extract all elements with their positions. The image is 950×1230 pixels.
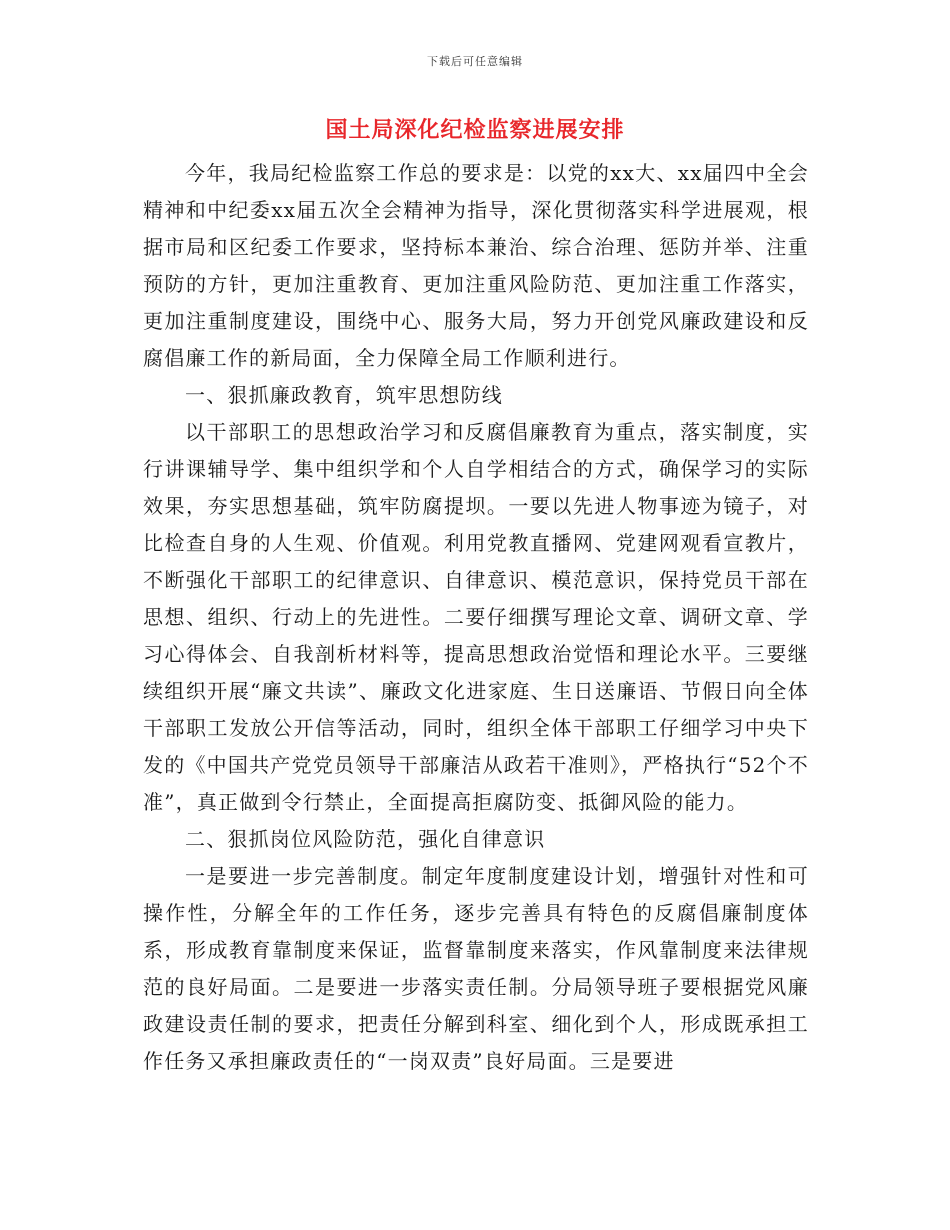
section-1-paragraph: 以干部职工的思想政治学习和反腐倡廉教育为重点，落实制度，实行讲课辅导学、集中组织学和个人自学相结合的方式，确保学习的实际效果，夯实思想基础，筑牢防腐提坝。一要以先进人物事迹为镜子，对比检查自身的人生观、价值观。利用党教直播网、党建网观看宣教片，不断强化干部职工的纪律意识、自律意识、模范意识，保持党员干部在思想、组织、行动上的先进性。二要仔细撰写理论文章、调研文章、学习心得体会、自我剖析材料等，提高思想政治觉悟和理论水平。三要继续组织开展“廉文共读”、廉政文化进家庭、生日送廉语、节假日向全体干部职工发放公开信等活动，同时，组织全体干部职工仔细学习中央下发的《中国共产党党员领导干部廉洁从政若干准则》，严格执行“52个不准”，真正做到令行禁止，全面提高拒腐防变、抵御风险的能力。 [143,420,809,814]
section-heading-1: 一、狠抓廉政教育，筑牢思想防线 [185,383,503,407]
section-heading-2: 二、狠抓岗位风险防范，强化自律意识 [185,827,546,851]
document-title: 国土局深化纪检监察进展安排 [325,117,625,143]
document-body [143,155,809,1080]
intro-paragraph: 今年，我局纪检监察工作总的要求是：以党的xx大、xx届四中全会精神和中纪委xx届五次全会精神为指导，深化贯彻落实科学进展观，根据市局和区纪委工作要求，坚持标本兼治、综合治理、惩防并举、注重预防的方针，更加注重教育、更加注重风险防范、更加注重工作落实，更加注重制度建设，围绕中心、服务大局，努力开创党风廉政建设和反腐倡廉工作的新局面，全力保障全局工作顺利进行。 [143,161,809,370]
header-note: 下载后可任意编辑 [427,55,523,68]
section-2-paragraph: 一是要进一步完善制度。制定年度制度建设计划，增强针对性和可操作性，分解全年的工作任务，逐步完善具有特色的反腐倡廉制度体系，形成教育靠制度来保证，监督靠制度来落实，作风靠制度来法律规范的良好局面。二是要进一步落实责任制。分局领导班子要根据党风廉政建设责任制的要求，把责任分解到科室、细化到个人，形成既承担工作任务又承担廉政责任的“一岗双责”良好局面。三是要进 [143,864,809,1073]
